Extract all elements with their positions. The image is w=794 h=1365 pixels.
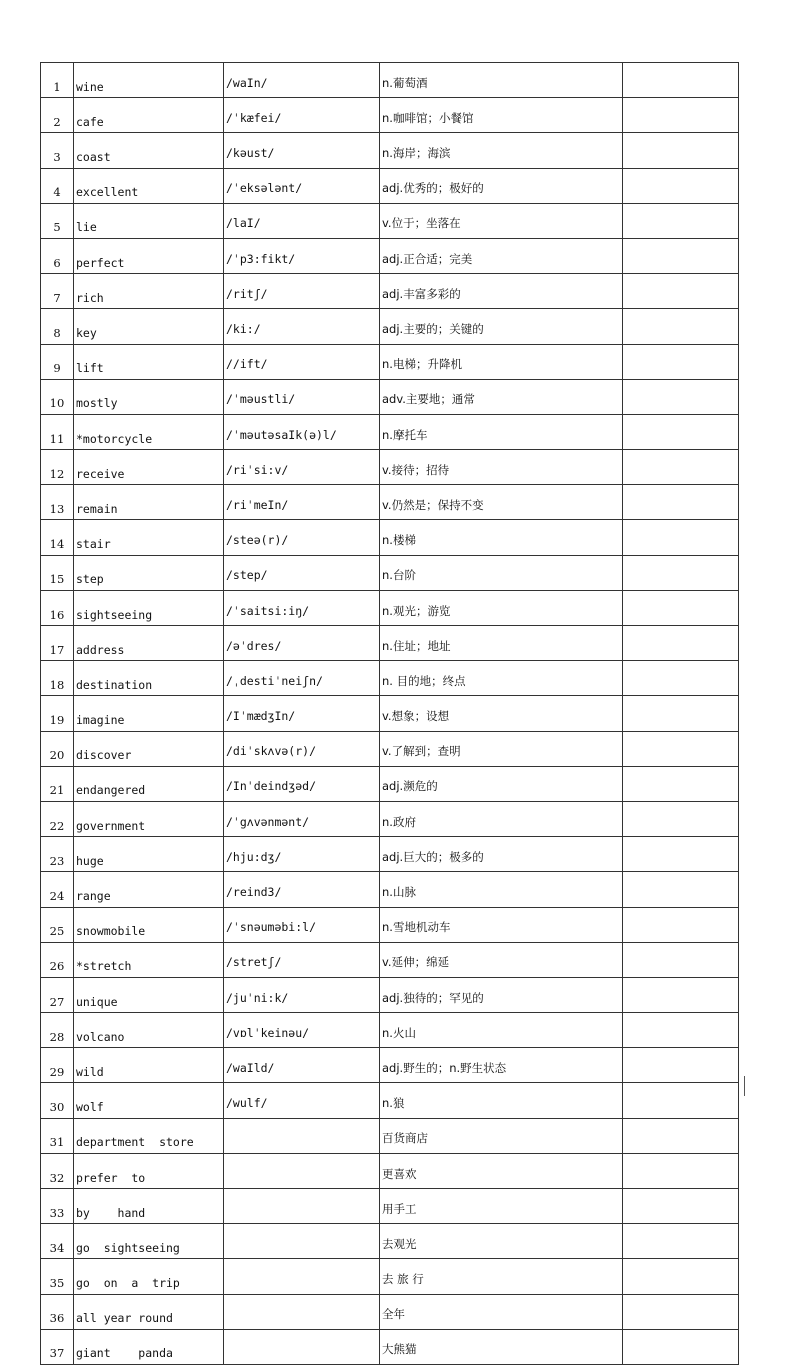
row-number: 8 <box>41 309 74 344</box>
blank-cell <box>623 274 739 309</box>
table-row <box>41 626 739 661</box>
row-number: 14 <box>41 520 74 555</box>
word-cell: rich <box>74 274 224 309</box>
table-row <box>41 1259 739 1294</box>
row-number: 36 <box>41 1294 74 1329</box>
word-cell: all year round <box>74 1294 224 1329</box>
row-number: 13 <box>41 485 74 520</box>
meaning-cell: n.狼 <box>380 1083 623 1118</box>
meaning-cell: n.住址；地址 <box>380 626 623 661</box>
word-cell: lift <box>74 344 224 379</box>
blank-cell <box>623 1083 739 1118</box>
phonetic-cell: /ˈp3:fikt/ <box>224 238 380 273</box>
meaning-cell: v.延伸；绵延 <box>380 942 623 977</box>
meaning-cell: n.楼梯 <box>380 520 623 555</box>
word-cell: unique <box>74 977 224 1012</box>
meaning-cell: adj.独待的；罕见的 <box>380 977 623 1012</box>
row-number: 3 <box>41 133 74 168</box>
blank-cell <box>623 309 739 344</box>
blank-cell <box>623 1259 739 1294</box>
blank-cell <box>623 977 739 1012</box>
table-row <box>41 661 739 696</box>
table-row <box>41 1224 739 1259</box>
blank-cell <box>623 1048 739 1083</box>
word-cell: *motorcycle <box>74 414 224 449</box>
row-number: 17 <box>41 626 74 661</box>
phonetic-cell: /waIn/ <box>224 63 380 98</box>
table-row <box>41 1013 739 1048</box>
meaning-cell: 百货商店 <box>380 1118 623 1153</box>
table-row <box>41 590 739 625</box>
meaning-cell: 用手工 <box>380 1189 623 1224</box>
word-cell: excellent <box>74 168 224 203</box>
table-row <box>41 450 739 485</box>
phonetic-cell <box>224 1329 380 1364</box>
word-cell: discover <box>74 731 224 766</box>
word-cell: huge <box>74 837 224 872</box>
phonetic-cell <box>224 1118 380 1153</box>
meaning-cell: adj.主要的；关键的 <box>380 309 623 344</box>
vocabulary-table <box>40 62 739 1365</box>
word-cell: receive <box>74 450 224 485</box>
word-cell: department store <box>74 1118 224 1153</box>
word-cell: range <box>74 872 224 907</box>
meaning-cell: adv.主要地；通常 <box>380 379 623 414</box>
meaning-cell: adj.正合适；完美 <box>380 238 623 273</box>
blank-cell <box>623 696 739 731</box>
word-cell: snowmobile <box>74 907 224 942</box>
word-cell: endangered <box>74 766 224 801</box>
phonetic-cell: /ˈsnəuməbi:l/ <box>224 907 380 942</box>
meaning-cell: n.葡萄酒 <box>380 63 623 98</box>
meaning-cell: n.山脉 <box>380 872 623 907</box>
table-row <box>41 907 739 942</box>
word-cell: *stretch <box>74 942 224 977</box>
word-cell: address <box>74 626 224 661</box>
blank-cell <box>623 63 739 98</box>
blank-cell <box>623 1153 739 1188</box>
phonetic-cell: /wulf/ <box>224 1083 380 1118</box>
word-cell: volcano <box>74 1013 224 1048</box>
blank-cell <box>623 485 739 520</box>
blank-cell <box>623 238 739 273</box>
meaning-cell: v.接待；招待 <box>380 450 623 485</box>
blank-cell <box>623 203 739 238</box>
table-row <box>41 98 739 133</box>
row-number: 1 <box>41 63 74 98</box>
row-number: 11 <box>41 414 74 449</box>
table-row <box>41 485 739 520</box>
word-cell: by hand <box>74 1189 224 1224</box>
table-row <box>41 1083 739 1118</box>
blank-cell <box>623 133 739 168</box>
blank-cell <box>623 590 739 625</box>
blank-cell <box>623 1224 739 1259</box>
row-number: 10 <box>41 379 74 414</box>
table-row <box>41 203 739 238</box>
row-number: 4 <box>41 168 74 203</box>
phonetic-cell: /IˈmædʒIn/ <box>224 696 380 731</box>
table-row <box>41 238 739 273</box>
phonetic-cell: /waIld/ <box>224 1048 380 1083</box>
table-row <box>41 942 739 977</box>
phonetic-cell: /step/ <box>224 555 380 590</box>
table-row <box>41 1153 739 1188</box>
word-cell: mostly <box>74 379 224 414</box>
word-cell: step <box>74 555 224 590</box>
word-cell: imagine <box>74 696 224 731</box>
page-edge-mark <box>744 1076 745 1096</box>
table-row <box>41 1118 739 1153</box>
phonetic-cell: /laI/ <box>224 203 380 238</box>
word-cell: cafe <box>74 98 224 133</box>
word-cell: perfect <box>74 238 224 273</box>
table-row <box>41 168 739 203</box>
table-row <box>41 731 739 766</box>
blank-cell <box>623 520 739 555</box>
blank-cell <box>623 414 739 449</box>
table-row <box>41 555 739 590</box>
row-number: 19 <box>41 696 74 731</box>
phonetic-cell: /vɒlˈkeinəu/ <box>224 1013 380 1048</box>
meaning-cell: n.政府 <box>380 801 623 836</box>
phonetic-cell <box>224 1189 380 1224</box>
table-row <box>41 1048 739 1083</box>
word-cell: wolf <box>74 1083 224 1118</box>
row-number: 23 <box>41 837 74 872</box>
table-row <box>41 872 739 907</box>
row-number: 34 <box>41 1224 74 1259</box>
word-cell: go on a trip <box>74 1259 224 1294</box>
table-row <box>41 1294 739 1329</box>
phonetic-cell: /Inˈdeindʒəd/ <box>224 766 380 801</box>
phonetic-cell: /steə(r)/ <box>224 520 380 555</box>
table-row <box>41 837 739 872</box>
blank-cell <box>623 1189 739 1224</box>
meaning-cell: n.摩托车 <box>380 414 623 449</box>
row-number: 20 <box>41 731 74 766</box>
row-number: 26 <box>41 942 74 977</box>
row-number: 32 <box>41 1153 74 1188</box>
word-cell: sightseeing <box>74 590 224 625</box>
table-row <box>41 977 739 1012</box>
meaning-cell: n.台阶 <box>380 555 623 590</box>
table-row <box>41 344 739 379</box>
row-number: 9 <box>41 344 74 379</box>
phonetic-cell <box>224 1153 380 1188</box>
table-row <box>41 414 739 449</box>
table-row <box>41 1189 739 1224</box>
word-cell: coast <box>74 133 224 168</box>
row-number: 33 <box>41 1189 74 1224</box>
blank-cell <box>623 766 739 801</box>
table-row <box>41 520 739 555</box>
blank-cell <box>623 379 739 414</box>
word-cell: giant panda <box>74 1329 224 1364</box>
meaning-cell: adj.优秀的；极好的 <box>380 168 623 203</box>
meaning-cell: n.观光；游览 <box>380 590 623 625</box>
meaning-cell: n.海岸；海滨 <box>380 133 623 168</box>
row-number: 16 <box>41 590 74 625</box>
meaning-cell: n. 目的地；终点 <box>380 661 623 696</box>
blank-cell <box>623 1013 739 1048</box>
phonetic-cell: /reind3/ <box>224 872 380 907</box>
phonetic-cell: /riˈsi:v/ <box>224 450 380 485</box>
row-number: 22 <box>41 801 74 836</box>
phonetic-cell: /riˈmeIn/ <box>224 485 380 520</box>
meaning-cell: v.位于；坐落在 <box>380 203 623 238</box>
phonetic-cell: /ˈkæfei/ <box>224 98 380 133</box>
phonetic-cell: /diˈskʌvə(r)/ <box>224 731 380 766</box>
blank-cell <box>623 872 739 907</box>
phonetic-cell: /ki:/ <box>224 309 380 344</box>
blank-cell <box>623 98 739 133</box>
row-number: 25 <box>41 907 74 942</box>
phonetic-cell: /stretʃ/ <box>224 942 380 977</box>
blank-cell <box>623 837 739 872</box>
table-row <box>41 766 739 801</box>
word-cell: government <box>74 801 224 836</box>
table-row <box>41 1329 739 1364</box>
blank-cell <box>623 555 739 590</box>
blank-cell <box>623 1294 739 1329</box>
meaning-cell: v.仍然是；保持不变 <box>380 485 623 520</box>
blank-cell <box>623 661 739 696</box>
phonetic-cell <box>224 1224 380 1259</box>
table-row <box>41 309 739 344</box>
word-cell: go sightseeing <box>74 1224 224 1259</box>
row-number: 18 <box>41 661 74 696</box>
blank-cell <box>623 344 739 379</box>
row-number: 31 <box>41 1118 74 1153</box>
phonetic-cell: //ift/ <box>224 344 380 379</box>
table-row <box>41 133 739 168</box>
row-number: 2 <box>41 98 74 133</box>
word-cell: wine <box>74 63 224 98</box>
table-row <box>41 379 739 414</box>
phonetic-cell: /ˈsaitsi:iŋ/ <box>224 590 380 625</box>
blank-cell <box>623 1118 739 1153</box>
blank-cell <box>623 801 739 836</box>
phonetic-cell: /kəust/ <box>224 133 380 168</box>
word-cell: stair <box>74 520 224 555</box>
blank-cell <box>623 907 739 942</box>
word-cell: remain <box>74 485 224 520</box>
row-number: 7 <box>41 274 74 309</box>
row-number: 30 <box>41 1083 74 1118</box>
phonetic-cell <box>224 1259 380 1294</box>
meaning-cell: 大熊猫 <box>380 1329 623 1364</box>
row-number: 21 <box>41 766 74 801</box>
word-cell: destination <box>74 661 224 696</box>
row-number: 37 <box>41 1329 74 1364</box>
meaning-cell: adj.巨大的；极多的 <box>380 837 623 872</box>
phonetic-cell: /ˈeksələnt/ <box>224 168 380 203</box>
word-cell: wild <box>74 1048 224 1083</box>
phonetic-cell: /ˈməutəsaIk(ə)l/ <box>224 414 380 449</box>
meaning-cell: n.火山 <box>380 1013 623 1048</box>
phonetic-cell: /əˈdres/ <box>224 626 380 661</box>
meaning-cell: 去观光 <box>380 1224 623 1259</box>
blank-cell <box>623 450 739 485</box>
phonetic-cell: /ˈməustli/ <box>224 379 380 414</box>
blank-cell <box>623 942 739 977</box>
row-number: 6 <box>41 238 74 273</box>
row-number: 15 <box>41 555 74 590</box>
blank-cell <box>623 1329 739 1364</box>
vocabulary-table-body <box>41 63 739 1365</box>
word-cell: lie <box>74 203 224 238</box>
phonetic-cell: /juˈni:k/ <box>224 977 380 1012</box>
row-number: 29 <box>41 1048 74 1083</box>
row-number: 27 <box>41 977 74 1012</box>
blank-cell <box>623 731 739 766</box>
meaning-cell: adj.丰富多彩的 <box>380 274 623 309</box>
row-number: 35 <box>41 1259 74 1294</box>
meaning-cell: adj.濒危的 <box>380 766 623 801</box>
word-cell: prefer to <box>74 1153 224 1188</box>
phonetic-cell: /ˈgʌvənmənt/ <box>224 801 380 836</box>
meaning-cell: n.咖啡馆；小餐馆 <box>380 98 623 133</box>
row-number: 5 <box>41 203 74 238</box>
row-number: 12 <box>41 450 74 485</box>
meaning-cell: v.了解到；查明 <box>380 731 623 766</box>
phonetic-cell: /ˌdestiˈneiʃn/ <box>224 661 380 696</box>
table-row <box>41 696 739 731</box>
phonetic-cell: /hju:dʒ/ <box>224 837 380 872</box>
meaning-cell: 全年 <box>380 1294 623 1329</box>
row-number: 28 <box>41 1013 74 1048</box>
meaning-cell: 去 旅 行 <box>380 1259 623 1294</box>
meaning-cell: n.雪地机动车 <box>380 907 623 942</box>
meaning-cell: adj.野生的；n.野生状态 <box>380 1048 623 1083</box>
meaning-cell: n.电梯；升降机 <box>380 344 623 379</box>
table-row <box>41 274 739 309</box>
blank-cell <box>623 626 739 661</box>
phonetic-cell <box>224 1294 380 1329</box>
phonetic-cell: /ritʃ/ <box>224 274 380 309</box>
table-row <box>41 801 739 836</box>
blank-cell <box>623 168 739 203</box>
row-number: 24 <box>41 872 74 907</box>
table-row <box>41 63 739 98</box>
meaning-cell: v.想象；设想 <box>380 696 623 731</box>
word-cell: key <box>74 309 224 344</box>
meaning-cell: 更喜欢 <box>380 1153 623 1188</box>
